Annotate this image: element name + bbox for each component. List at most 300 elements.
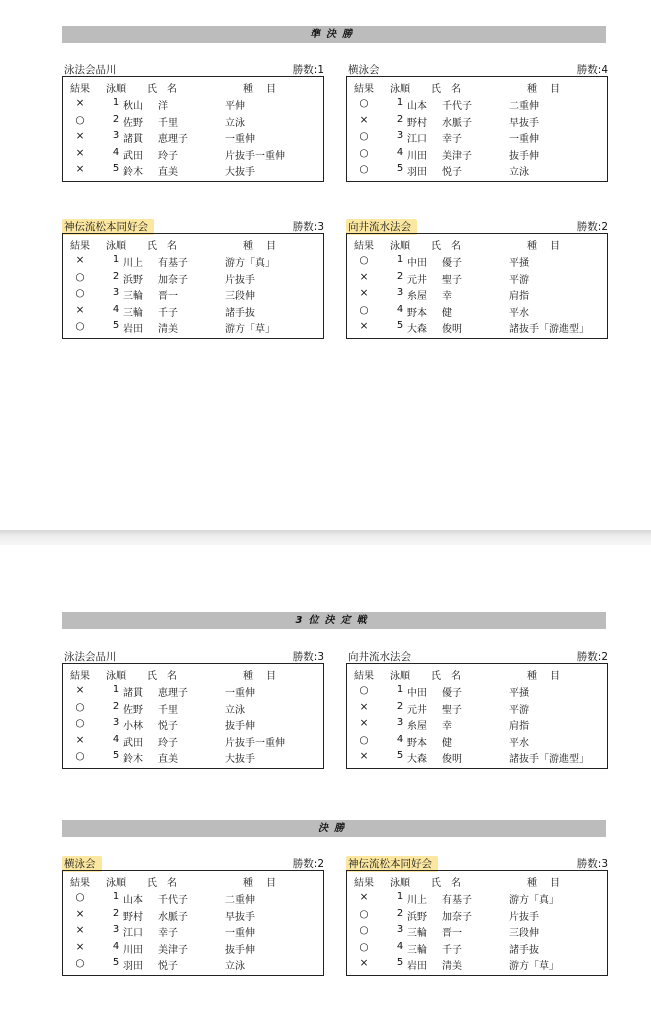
header-result: 結果: [70, 241, 90, 252]
event-name: 二重伸: [509, 101, 539, 112]
result-mark: ×: [359, 320, 369, 332]
win-count: 勝数:3: [292, 221, 324, 233]
result-mark: ×: [359, 113, 369, 126]
swim-order: 2: [396, 113, 404, 125]
swimmer-surname: 野村: [407, 117, 427, 129]
swimmer-surname: 中田: [407, 258, 427, 269]
table-row: [347, 304, 607, 320]
header-order: 泳順: [390, 878, 410, 889]
event-name: 立泳: [225, 704, 245, 716]
table-row: [63, 908, 323, 924]
win-count: 勝数:2: [576, 221, 608, 233]
swimmer-given-name: 直美: [158, 754, 178, 765]
table-row: [63, 271, 323, 287]
swimmer-given-name: 千代子: [158, 895, 188, 906]
results-table: [62, 233, 324, 339]
team-name: 横泳会: [62, 856, 102, 872]
swim-order: 4: [112, 146, 120, 158]
team-name: 向井流水法会: [346, 219, 417, 235]
table-header-row: [347, 80, 607, 96]
table-header-row: [63, 237, 323, 253]
swim-order: 2: [396, 700, 404, 712]
table-row: [63, 891, 323, 907]
swimmer-surname: 岩田: [407, 961, 427, 972]
swim-order: 4: [396, 146, 404, 158]
table-row: [347, 750, 607, 766]
event-name: 抜手伸: [225, 944, 255, 956]
table-row: [347, 908, 607, 924]
swim-order: 4: [396, 303, 404, 315]
result-mark: ○: [75, 750, 85, 762]
result-mark: ×: [359, 287, 369, 299]
table-row: [347, 254, 607, 270]
header-event-2: 目: [550, 241, 560, 252]
win-count: 勝数:2: [576, 651, 608, 663]
team-name: 泳法会品川: [64, 651, 117, 663]
swimmer-given-name: 清美: [158, 324, 178, 335]
event-name: 立泳: [509, 167, 529, 178]
table-row: [347, 163, 607, 179]
swim-order: 2: [112, 700, 120, 712]
header-result: 結果: [354, 671, 374, 682]
swimmer-surname: 江口: [407, 134, 427, 145]
header-given-name: 名: [167, 878, 177, 889]
result-mark: ×: [75, 146, 85, 159]
header-surname: 氏: [431, 878, 441, 889]
swimmer-surname: 大森: [407, 754, 427, 765]
result-mark: ○: [75, 320, 85, 332]
swim-order: 5: [112, 750, 120, 761]
event-name: 一重伸: [225, 688, 255, 699]
table-header-row: [63, 667, 323, 683]
table-row: [347, 320, 607, 336]
event-name: 平掻: [509, 688, 529, 699]
swimmer-surname: 佐野: [123, 117, 143, 129]
event-name: 一重伸: [509, 134, 539, 145]
header-given-name: 名: [451, 241, 461, 252]
swimmer-surname: 元井: [407, 704, 427, 716]
result-mark: ○: [359, 907, 369, 920]
event-name: 大抜手: [225, 754, 255, 765]
event-name: 抜手伸: [509, 150, 539, 162]
table-row: [63, 304, 323, 320]
team-name: 神伝流松本同好会: [62, 219, 154, 235]
swim-order: 4: [112, 303, 120, 315]
result-mark: ○: [359, 303, 369, 316]
team-header: [62, 62, 324, 76]
table-row: [347, 130, 607, 146]
result-mark: ○: [359, 733, 369, 746]
header-order: 泳順: [106, 241, 126, 252]
team-card: [346, 62, 608, 182]
result-mark: ×: [359, 891, 369, 903]
swimmer-surname: 川上: [407, 895, 427, 906]
swimmer-surname: 山本: [407, 101, 427, 112]
event-name: 諸手抜: [225, 307, 255, 319]
header-event-2: 目: [550, 671, 560, 682]
swimmer-surname: 鈴木: [123, 754, 143, 765]
swim-order: 5: [396, 750, 404, 761]
swim-order: 3: [112, 287, 120, 298]
header-event-1: 種: [527, 671, 537, 682]
swim-order: 1: [112, 254, 120, 265]
swimmer-given-name: 聖子: [442, 274, 462, 286]
header-event-2: 目: [266, 878, 276, 889]
table-row: [347, 147, 607, 163]
swimmer-given-name: 美津子: [158, 944, 188, 956]
swim-order: 3: [396, 287, 404, 298]
result-mark: ×: [75, 303, 85, 316]
swim-order: 1: [112, 684, 120, 695]
result-mark: ○: [359, 97, 369, 109]
table-row: [347, 957, 607, 973]
swimmer-given-name: 清美: [442, 961, 462, 972]
swimmer-given-name: 有基子: [442, 895, 472, 906]
header-given-name: 名: [167, 671, 177, 682]
swimmer-surname: 糸屋: [407, 721, 427, 732]
swim-order: 1: [396, 684, 404, 695]
table-row: [63, 114, 323, 130]
event-name: 平游: [509, 704, 529, 716]
swim-order: 2: [112, 270, 120, 282]
event-name: 平水: [509, 307, 529, 319]
swimmer-surname: 武田: [123, 150, 143, 162]
header-event-1: 種: [243, 241, 253, 252]
event-name: 諸抜手「游進型」: [509, 754, 589, 765]
result-mark: ×: [75, 130, 85, 142]
result-mark: ○: [359, 146, 369, 159]
swimmer-given-name: 加奈子: [158, 274, 188, 286]
table-row: [347, 941, 607, 957]
team-header: [346, 62, 608, 76]
table-row: [347, 114, 607, 130]
result-mark: ○: [75, 891, 85, 903]
table-header-row: [347, 667, 607, 683]
team-card: [62, 62, 324, 182]
event-name: 早抜手: [509, 117, 539, 129]
table-row: [347, 97, 607, 113]
team-header: [62, 856, 324, 870]
table-row: [63, 941, 323, 957]
header-result: 結果: [70, 878, 90, 889]
swimmer-surname: 野村: [123, 911, 143, 923]
table-row: [63, 163, 323, 179]
header-surname: 氏: [147, 84, 157, 95]
event-name: 平伸: [225, 101, 245, 112]
table-row: [63, 97, 323, 113]
swimmer-given-name: 健: [442, 737, 452, 749]
header-event-2: 目: [266, 84, 276, 95]
header-event-2: 目: [266, 671, 276, 682]
header-surname: 氏: [431, 84, 441, 95]
swimmer-given-name: 幸子: [158, 928, 178, 939]
swimmer-given-name: 玲子: [158, 737, 178, 749]
result-mark: ○: [75, 700, 85, 713]
table-row: [63, 734, 323, 750]
result-mark: ×: [359, 957, 369, 969]
swimmer-surname: 三輪: [407, 944, 427, 956]
swimmer-given-name: 千里: [158, 704, 178, 716]
header-event-2: 目: [266, 241, 276, 252]
header-surname: 氏: [431, 241, 441, 252]
swimmer-given-name: 直美: [158, 167, 178, 178]
swimmer-surname: 岩田: [123, 324, 143, 335]
event-name: 游方「真」: [225, 258, 275, 269]
header-order: 泳順: [390, 84, 410, 95]
results-table: [346, 76, 608, 182]
swim-order: 4: [396, 733, 404, 745]
swimmer-surname: 川田: [407, 150, 427, 162]
table-row: [63, 684, 323, 700]
header-event-1: 種: [243, 84, 253, 95]
swimmer-given-name: 幸: [442, 291, 452, 302]
result-mark: ×: [75, 97, 85, 109]
results-table: [346, 663, 608, 769]
swimmer-given-name: 水脈子: [158, 911, 188, 923]
result-mark: ○: [359, 684, 369, 696]
swimmer-given-name: 俊明: [442, 754, 462, 765]
team-name: 向井流水法会: [348, 651, 411, 663]
swimmer-surname: 羽田: [407, 167, 427, 178]
swim-order: 5: [396, 320, 404, 331]
swimmer-surname: 野本: [407, 307, 427, 319]
event-name: 肩指: [509, 721, 529, 732]
swimmer-surname: 三輪: [407, 928, 427, 939]
team-name: 泳法会品川: [64, 64, 117, 76]
swimmer-given-name: 水脈子: [442, 117, 472, 129]
swim-order: 4: [396, 940, 404, 952]
win-count: 勝数:2: [292, 858, 324, 870]
swimmer-surname: 鈴木: [123, 167, 143, 178]
event-name: 片抜手: [225, 274, 255, 286]
swimmer-given-name: 恵理子: [158, 134, 188, 145]
swimmer-surname: 諸貫: [123, 134, 143, 145]
swim-order: 3: [112, 130, 120, 141]
team-name: 横泳会: [348, 64, 380, 76]
result-mark: ○: [75, 957, 85, 969]
event-name: 三段伸: [509, 928, 539, 939]
swimmer-given-name: 悦子: [442, 167, 462, 178]
table-row: [63, 147, 323, 163]
header-event-1: 種: [527, 84, 537, 95]
result-mark: ○: [75, 287, 85, 299]
header-order: 泳順: [106, 878, 126, 889]
swimmer-given-name: 晋一: [442, 928, 462, 939]
swim-order: 1: [396, 97, 404, 108]
result-mark: ○: [359, 940, 369, 953]
table-header-row: [63, 80, 323, 96]
swimmer-surname: 諸貫: [123, 688, 143, 699]
swim-order: 5: [396, 163, 404, 174]
swimmer-given-name: 有基子: [158, 258, 188, 269]
swimmer-surname: 武田: [123, 737, 143, 749]
swimmer-surname: 川田: [123, 944, 143, 956]
table-row: [63, 957, 323, 973]
table-row: [63, 717, 323, 733]
table-header-row: [63, 874, 323, 890]
swimmer-given-name: 聖子: [442, 704, 462, 716]
team-card: [62, 856, 324, 976]
result-mark: ○: [359, 254, 369, 266]
table-row: [347, 891, 607, 907]
event-name: 片抜手: [509, 911, 539, 923]
team-name: 神伝流松本同好会: [346, 856, 438, 872]
team-header: [62, 219, 324, 233]
header-order: 泳順: [390, 241, 410, 252]
result-mark: ×: [75, 254, 85, 266]
table-row: [347, 734, 607, 750]
swimmer-given-name: 美津子: [442, 150, 472, 162]
semifinal-banner: 準決勝: [62, 26, 606, 43]
table-row: [63, 701, 323, 717]
table-row: [63, 254, 323, 270]
table-row: [347, 701, 607, 717]
header-given-name: 名: [451, 671, 461, 682]
result-mark: ×: [75, 684, 85, 696]
event-name: 游方「草」: [509, 961, 559, 972]
header-result: 結果: [354, 241, 374, 252]
swim-order: 1: [112, 97, 120, 108]
header-surname: 氏: [147, 241, 157, 252]
header-given-name: 名: [451, 878, 461, 889]
result-mark: ○: [75, 270, 85, 283]
swim-order: 5: [112, 957, 120, 968]
header-given-name: 名: [451, 84, 461, 95]
swimmer-surname: 三輪: [123, 291, 143, 302]
result-mark: ○: [75, 717, 85, 729]
swim-order: 4: [112, 733, 120, 745]
event-name: 平掻: [509, 258, 529, 269]
swimmer-surname: 山本: [123, 895, 143, 906]
result-mark: ×: [75, 924, 85, 936]
swimmer-given-name: 優子: [442, 258, 462, 269]
swimmer-surname: 糸屋: [407, 291, 427, 302]
event-name: 二重伸: [225, 895, 255, 906]
result-mark: ×: [359, 717, 369, 729]
swim-order: 2: [112, 907, 120, 919]
swim-order: 1: [396, 254, 404, 265]
swimmer-given-name: 千子: [442, 944, 462, 956]
team-card: [62, 649, 324, 769]
swim-order: 3: [396, 717, 404, 728]
swim-order: 3: [112, 924, 120, 935]
swimmer-surname: 野本: [407, 737, 427, 749]
header-result: 結果: [354, 84, 374, 95]
swimmer-given-name: 千里: [158, 117, 178, 129]
result-mark: ×: [75, 163, 85, 175]
event-name: 三段伸: [225, 291, 255, 302]
swimmer-given-name: 晋一: [158, 291, 178, 302]
page-separator: [0, 530, 651, 545]
swimmer-surname: 佐野: [123, 704, 143, 716]
result-mark: ○: [359, 924, 369, 936]
header-result: 結果: [354, 878, 374, 889]
header-result: 結果: [70, 84, 90, 95]
swimmer-given-name: 悦子: [158, 721, 178, 732]
swimmer-surname: 中田: [407, 688, 427, 699]
result-mark: ×: [75, 733, 85, 746]
third-place-banner: 3位決定戦: [62, 612, 606, 629]
swimmer-surname: 浜野: [407, 911, 427, 923]
swim-order: 3: [396, 130, 404, 141]
result-mark: ×: [359, 700, 369, 713]
swim-order: 2: [396, 270, 404, 282]
document-page-2: [0, 545, 651, 1024]
swimmer-given-name: 玲子: [158, 150, 178, 162]
header-order: 泳順: [106, 84, 126, 95]
header-event-1: 種: [243, 671, 253, 682]
table-row: [347, 717, 607, 733]
event-name: 諸抜手「游進型」: [509, 324, 589, 335]
event-name: 平游: [509, 274, 529, 286]
swim-order: 3: [396, 924, 404, 935]
team-card: [346, 856, 608, 976]
swimmer-surname: 川上: [123, 258, 143, 269]
team-header: [62, 649, 324, 663]
event-name: 一重伸: [225, 134, 255, 145]
swimmer-surname: 浜野: [123, 274, 143, 286]
event-name: 早抜手: [225, 911, 255, 923]
header-given-name: 名: [167, 84, 177, 95]
event-name: 游方「草」: [225, 324, 275, 335]
win-count: 勝数:3: [576, 858, 608, 870]
swim-order: 4: [112, 940, 120, 952]
swim-order: 5: [112, 163, 120, 174]
results-table: [346, 233, 608, 339]
table-header-row: [347, 874, 607, 890]
event-name: 立泳: [225, 961, 245, 972]
team-card: [346, 219, 608, 339]
header-surname: 氏: [431, 671, 441, 682]
swimmer-given-name: 洋: [158, 101, 168, 112]
swimmer-surname: 小林: [123, 721, 143, 732]
header-result: 結果: [70, 671, 90, 682]
header-event-2: 目: [550, 84, 560, 95]
swimmer-given-name: 加奈子: [442, 911, 472, 923]
header-event-1: 種: [527, 241, 537, 252]
table-row: [63, 750, 323, 766]
win-count: 勝数:3: [292, 651, 324, 663]
header-surname: 氏: [147, 671, 157, 682]
event-name: 肩指: [509, 291, 529, 302]
swim-order: 5: [396, 957, 404, 968]
event-name: 抜手伸: [225, 721, 255, 732]
event-name: 片抜手一重伸: [225, 150, 285, 162]
swimmer-given-name: 優子: [442, 688, 462, 699]
swim-order: 5: [112, 320, 120, 331]
table-row: [63, 287, 323, 303]
team-header: [346, 219, 608, 233]
swimmer-surname: 羽田: [123, 961, 143, 972]
swimmer-surname: 大森: [407, 324, 427, 335]
table-row: [347, 287, 607, 303]
result-mark: ○: [359, 130, 369, 142]
results-table: [62, 870, 324, 976]
swimmer-surname: 秋山: [123, 101, 143, 112]
header-event-1: 種: [527, 878, 537, 889]
team-header: [346, 856, 608, 870]
win-count: 勝数:1: [292, 64, 324, 76]
swim-order: 1: [112, 891, 120, 902]
result-mark: ×: [75, 907, 85, 920]
swimmer-given-name: 健: [442, 307, 452, 319]
table-row: [63, 130, 323, 146]
header-surname: 氏: [147, 878, 157, 889]
event-name: 片抜手一重伸: [225, 737, 285, 749]
results-table: [62, 663, 324, 769]
swimmer-surname: 元井: [407, 274, 427, 286]
table-row: [347, 684, 607, 700]
